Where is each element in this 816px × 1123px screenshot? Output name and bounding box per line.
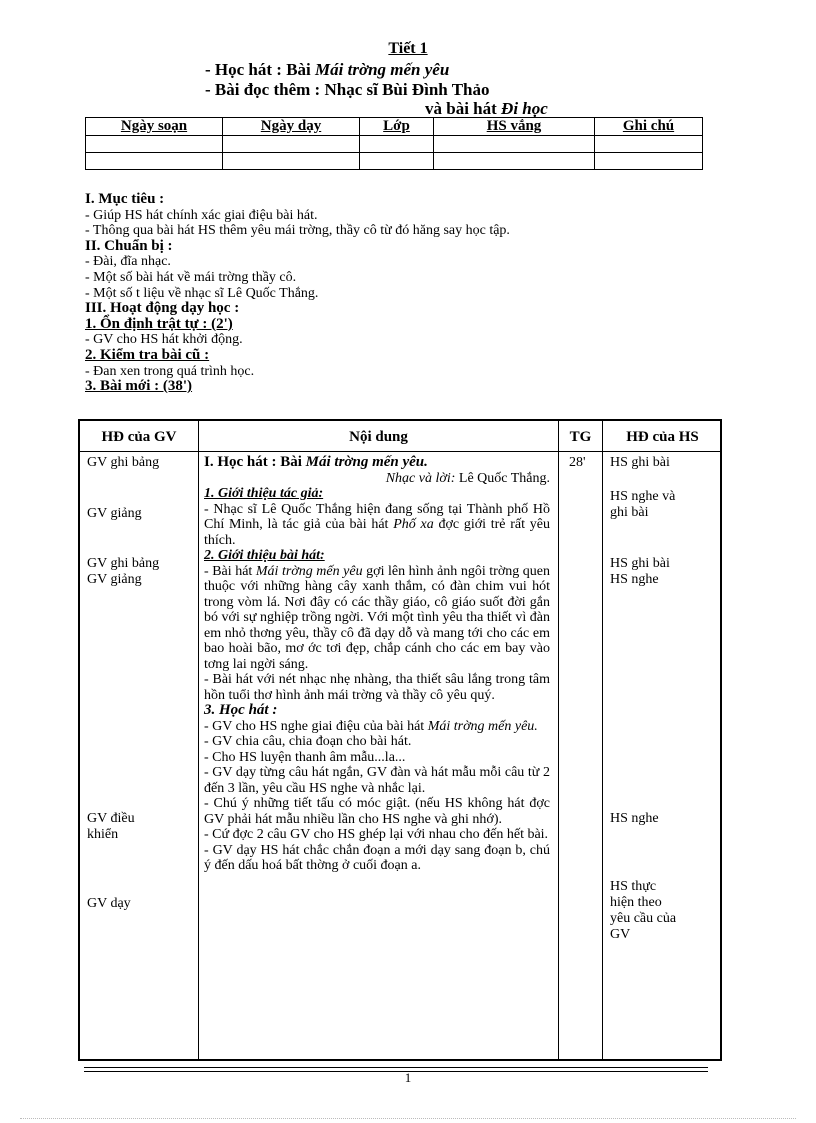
lesson-number: Tiết 1 [388, 40, 428, 57]
footer-rule [84, 1067, 708, 1068]
hs-note: HS nghe [610, 572, 659, 587]
stabilize-item: - GV cho HS hát khởi động. [85, 332, 243, 348]
table-row [86, 136, 703, 153]
review-item: - Đan xen trong quá trình học. [85, 363, 255, 379]
gv-note: GV ghi bảng [87, 455, 160, 470]
lesson-plan-table [78, 419, 722, 1061]
hs-note: GV [610, 927, 631, 942]
page-edge [20, 1118, 796, 1119]
table-row [86, 153, 703, 170]
gv-note: GV dạy [87, 896, 131, 911]
lesson-content [204, 455, 550, 874]
credit-label: Nhạc và lời: [385, 470, 459, 486]
col-ngay-soan: Ngày soạn [86, 118, 223, 136]
hs-note: yêu cầu của [610, 911, 677, 926]
col-lop: Lớp [360, 118, 434, 136]
gv-note: khiển [87, 827, 119, 842]
content-title-prefix: I. Học hát : Bài [204, 454, 306, 470]
song-intro-text [204, 564, 550, 673]
learn-song-a: - GV cho HS nghe giai điệu của bài hát [204, 718, 428, 734]
col-hs-vang: HS vắng [434, 118, 595, 136]
hs-note: HS thực [610, 879, 657, 894]
heading-song-2: Đi học [501, 99, 548, 118]
song-intro-song: Mái trờng mến yêu [255, 563, 363, 579]
song-intro-a: - Bài hát [204, 563, 256, 579]
song-credit [204, 471, 550, 487]
hs-note: HS nghe và [610, 489, 676, 504]
heading-line-1-prefix: - Học hát : Bài [205, 60, 316, 79]
learn-song-title: 3. Học hát : [204, 702, 278, 718]
col-ghi-chu: Ghi chú [595, 118, 703, 136]
song-intro-b: gợi lên hình ảnh ngôi trờng quen thuộc với những hàng cây xanh thắm, có đàn chim vui hót trong vòm lá. Nơi đây có các thầy giáo, cô giáo suốt đời gắn bó với sự nghiệp trồng ngời. Với một tình yêu tha thiết vì đàn em nhỏ thơng yêu, thầy cô đã dạy dỗ và mang tới cho các em bao hoài bão, mơ ớc tơi đẹp, chắp cánh cho các em bay vào tơng lai ngời sáng. [204, 563, 551, 672]
learn-step: - Chú ý những tiết tấu có móc giật. (nếu HS không hát đợc GV phải hát mẫu nhiều lần cho HS nghe và ghi nhớ). [204, 796, 550, 827]
content-title-song: Mái trờng mến yêu. [305, 454, 428, 470]
heading-song-title: Mái trờng mến yêu [315, 60, 450, 79]
stabilize-title: 1. Ổn định trật tự : (2') [85, 315, 233, 332]
col-ngay-day: Ngày dạy [223, 118, 360, 136]
author-intro-b: đợc giới trẻ rất yêu thích. [204, 517, 550, 548]
gv-note: GV giảng [87, 506, 142, 521]
heading-line-2: - Bài đọc thêm : Nhạc sĩ Bùi Đình Thảo [205, 80, 490, 99]
hs-note: hiện theo [610, 895, 662, 910]
learn-song-text [204, 719, 550, 735]
learn-song-song: Mái trờng mến yêu. [427, 718, 538, 734]
lesson-sections [85, 192, 735, 395]
hs-note: HS nghe [610, 811, 659, 826]
section-preparation-title: II. Chuẩn bị : [85, 237, 173, 254]
review-title: 2. Kiểm tra bài cũ : [85, 346, 210, 363]
heading-line-1 [205, 60, 449, 80]
learn-step: - GV dạy HS hát chắc chắn đoạn a mới dạy sang đoạn b, chú ý đến dấu hoá bất thờng ở cuối đoạn a. [204, 842, 550, 873]
content-title [204, 455, 550, 471]
preparation-item: - Một số t liệu về nhạc sĩ Lê Quốc Thắng. [85, 285, 319, 301]
heading-line-3-prefix: và bài hát [425, 99, 502, 118]
song-intro-text-2: - Bài hát với nét nhạc nhẹ nhàng, tha thiết sâu lắng trong tâm hồn tuổi thơ hình ảnh mái trờng và thầy cô yêu quý. [204, 672, 550, 703]
heading-line-3 [425, 99, 548, 119]
section-activities-title: III. Hoạt động dạy học : [85, 300, 240, 317]
gv-note: GV giảng [87, 572, 142, 587]
page-number: 1 [404, 1070, 412, 1085]
time-value: 28' [569, 455, 586, 470]
lesson-meta-table [85, 117, 703, 170]
objective-item: - Thông qua bài hát HS thêm yêu mái trờng, thầy cô từ đó hăng say học tập. [85, 223, 510, 239]
hs-note: HS ghi bài [610, 556, 670, 571]
header-hs: HĐ của HS [626, 429, 699, 445]
author-intro-a: - Nhạc sĩ Lê Quốc Thắng hiện đang sống tại Thành phố Hồ Chí Minh, là tác giả của bài hát [204, 501, 550, 532]
preparation-item: - Một số bài hát về mái trờng thầy cô. [85, 269, 297, 285]
learn-step: - Cho HS luyện thanh âm mẫu...la... [204, 749, 406, 765]
hs-note: HS ghi bài [610, 455, 670, 470]
section-objectives-title: I. Mục tiêu : [85, 191, 165, 207]
header-content: Nội dung [349, 429, 408, 445]
author-intro-text [204, 502, 550, 549]
learn-step: - Cứ đợc 2 câu GV cho HS ghép lại với nhau cho đến hết bài. [204, 827, 549, 842]
author-intro-title: 1. Giới thiệu tác giả: [204, 486, 324, 501]
author-song: Phố xa [393, 517, 434, 532]
learn-step: - GV dạy từng câu hát ngắn, GV đàn và hát mẫu mỗi câu từ 2 đến 3 lần, yêu cầu HS nghe và nhắc lại. [204, 765, 550, 796]
new-lesson-title: 3. Bài mới : (38') [85, 378, 193, 395]
header-time: TG [569, 429, 592, 445]
gv-note: GV điều [87, 811, 135, 826]
song-intro-title: 2. Giới thiệu bài hát: [204, 548, 325, 563]
hs-note: ghi bài [610, 505, 649, 520]
preparation-item: - Đài, đĩa nhạc. [85, 254, 171, 270]
header-gv: HĐ của GV [101, 429, 177, 445]
credit-name: Lê Quốc Thắng. [458, 470, 550, 486]
gv-note: GV ghi bảng [87, 556, 160, 571]
learn-step: - GV chia câu, chia đoạn cho bài hát. [204, 734, 412, 749]
objective-item: - Giúp HS hát chính xác giai điệu bài hát. [85, 207, 318, 223]
